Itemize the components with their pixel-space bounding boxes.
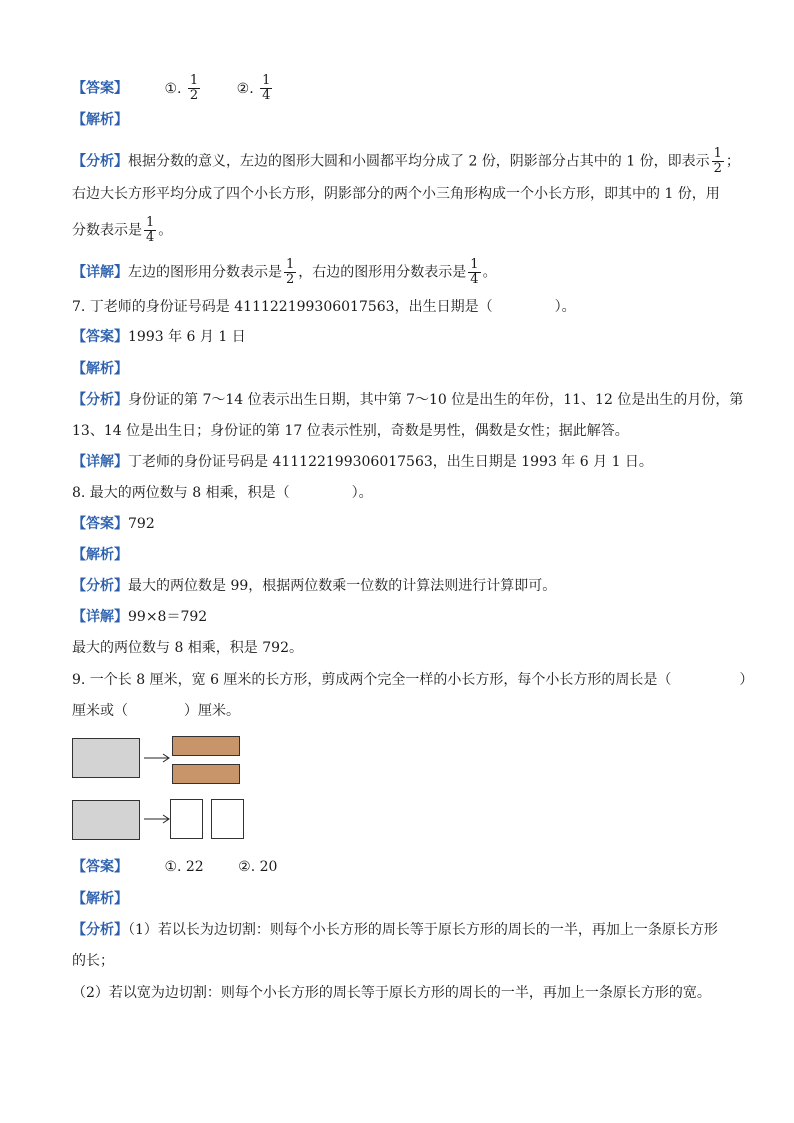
q8-question: 8. 最大的两位数与 8 相乘，积是（ ）。 bbox=[72, 485, 373, 501]
answer-2: ②. 20 bbox=[238, 859, 278, 875]
original-rectangle-1 bbox=[72, 738, 140, 778]
answer-value: 792 bbox=[128, 516, 155, 532]
q6-fenxi-line2: 右边大长方形平均分成了四个小长方形，阴影部分的两个小三角形构成一个小长方形，即其中的 1 份，用 bbox=[72, 186, 720, 202]
cut-piece-right bbox=[211, 799, 244, 839]
q8-jiexi: 【解析】 bbox=[72, 547, 128, 563]
cut-piece-left bbox=[170, 799, 203, 839]
q7-fenxi-line2: 13、14 位是出生日；身份证的第 17 位表示性别，奇数是男性，偶数是女性；据此解答。 bbox=[72, 423, 629, 439]
answer-2-fraction: $\frac{1}{4}$ bbox=[262, 73, 271, 103]
answer-1-fraction: $\frac{1}{2}$ bbox=[189, 73, 199, 103]
arrow-right-icon bbox=[142, 752, 172, 764]
q7-question: 7. 丁老师的身份证号码是 411122199306017563，出生日期是（ ）。 bbox=[72, 299, 576, 315]
answer-label: 【答案】 bbox=[72, 329, 128, 345]
q9-question-line1: 9. 一个长 8 厘米，宽 6 厘米的长方形，剪成两个完全一样的小长方形，每个小长方形的周长是（ ） bbox=[72, 672, 754, 688]
answer-label: 【答案】 bbox=[72, 80, 128, 97]
fraction: $\frac{1}{4}$ bbox=[146, 215, 155, 245]
xiangjie-label: 【详解】 bbox=[72, 454, 128, 470]
q6-xiangjie: 【详解】左边的图形用分数表示是 $\frac{1}{2}$ ，右边的图形用分数表示是 $\frac{1}{4}$ 。 bbox=[72, 257, 497, 287]
q9-question-line2: 厘米或（ ）厘米。 bbox=[72, 703, 240, 719]
original-rectangle-2 bbox=[72, 800, 140, 840]
fenxi-label: 【分析】 bbox=[72, 392, 128, 408]
q9-jiexi: 【解析】 bbox=[72, 891, 128, 907]
q6-fenxi-line1: 【分析】根据分数的意义，左边的图形大圆和小圆都平均分成了 2 份，阴影部分占其中的 1 份，即表示 $\frac{1}{2}$ ； bbox=[72, 146, 740, 176]
answer-label: 【答案】 bbox=[72, 516, 128, 532]
answer-value: 1993 年 6 月 1 日 bbox=[128, 329, 246, 345]
arrow-right-icon bbox=[142, 813, 172, 825]
q8-xiangjie: 【详解】99×8＝792 bbox=[72, 609, 208, 625]
fraction: $\frac{1}{4}$ bbox=[470, 257, 479, 287]
q8-conclusion: 最大的两位数与 8 相乘，积是 792。 bbox=[72, 640, 303, 656]
q9-fenxi-line3: （2）若以宽为边切割：则每个小长方形的周长等于原长方形的周长的一半，再加上一条原长方形的宽。 bbox=[72, 985, 711, 1001]
xiangjie-label: 【详解】 bbox=[72, 264, 128, 281]
q9-fenxi-line1: 【分析】（1）若以长为边切割：则每个小长方形的周长等于原长方形的周长的一半，再加上一条原长方形 bbox=[72, 922, 718, 938]
q8-answer bbox=[72, 514, 155, 534]
q7-answer bbox=[72, 327, 246, 347]
cut-piece-bottom bbox=[172, 764, 240, 784]
q9-answer bbox=[72, 857, 277, 877]
q7-xiangjie: 【详解】丁老师的身份证号码是 411122199306017563，出生日期是 1993 年 6 月 1 日。 bbox=[72, 454, 653, 470]
fenxi-label: 【分析】 bbox=[72, 153, 128, 170]
answer-2-prefix: ②. bbox=[236, 80, 254, 97]
q6-fenxi-line3: 分数表示是 $\frac{1}{4}$ 。 bbox=[72, 215, 173, 245]
q9-fenxi-line2: 的长； bbox=[72, 953, 114, 969]
q6-jiexi: 【解析】 bbox=[72, 112, 128, 128]
answer-label: 【答案】 bbox=[72, 859, 128, 875]
fraction: $\frac{1}{2}$ bbox=[286, 257, 295, 287]
fenxi-label: 【分析】 bbox=[72, 578, 128, 594]
fenxi-label: 【分析】 bbox=[72, 922, 128, 938]
q7-fenxi-line1: 【分析】身份证的第 7～14 位表示出生日期，其中第 7～10 位是出生的年份，11、12 位是出生的月份，第 bbox=[72, 392, 744, 408]
q6-answer-line bbox=[72, 74, 274, 103]
fraction: $\frac{1}{2}$ bbox=[713, 146, 722, 176]
answer-1: ①. 22 bbox=[164, 859, 204, 875]
xiangjie-label: 【详解】 bbox=[72, 609, 128, 625]
cut-piece-top bbox=[172, 736, 240, 756]
q7-jiexi: 【解析】 bbox=[72, 361, 128, 377]
answer-1-prefix: ①. bbox=[164, 80, 182, 97]
q8-fenxi: 【分析】最大的两位数是 99，根据两位数乘一位数的计算法则进行计算即可。 bbox=[72, 578, 557, 594]
